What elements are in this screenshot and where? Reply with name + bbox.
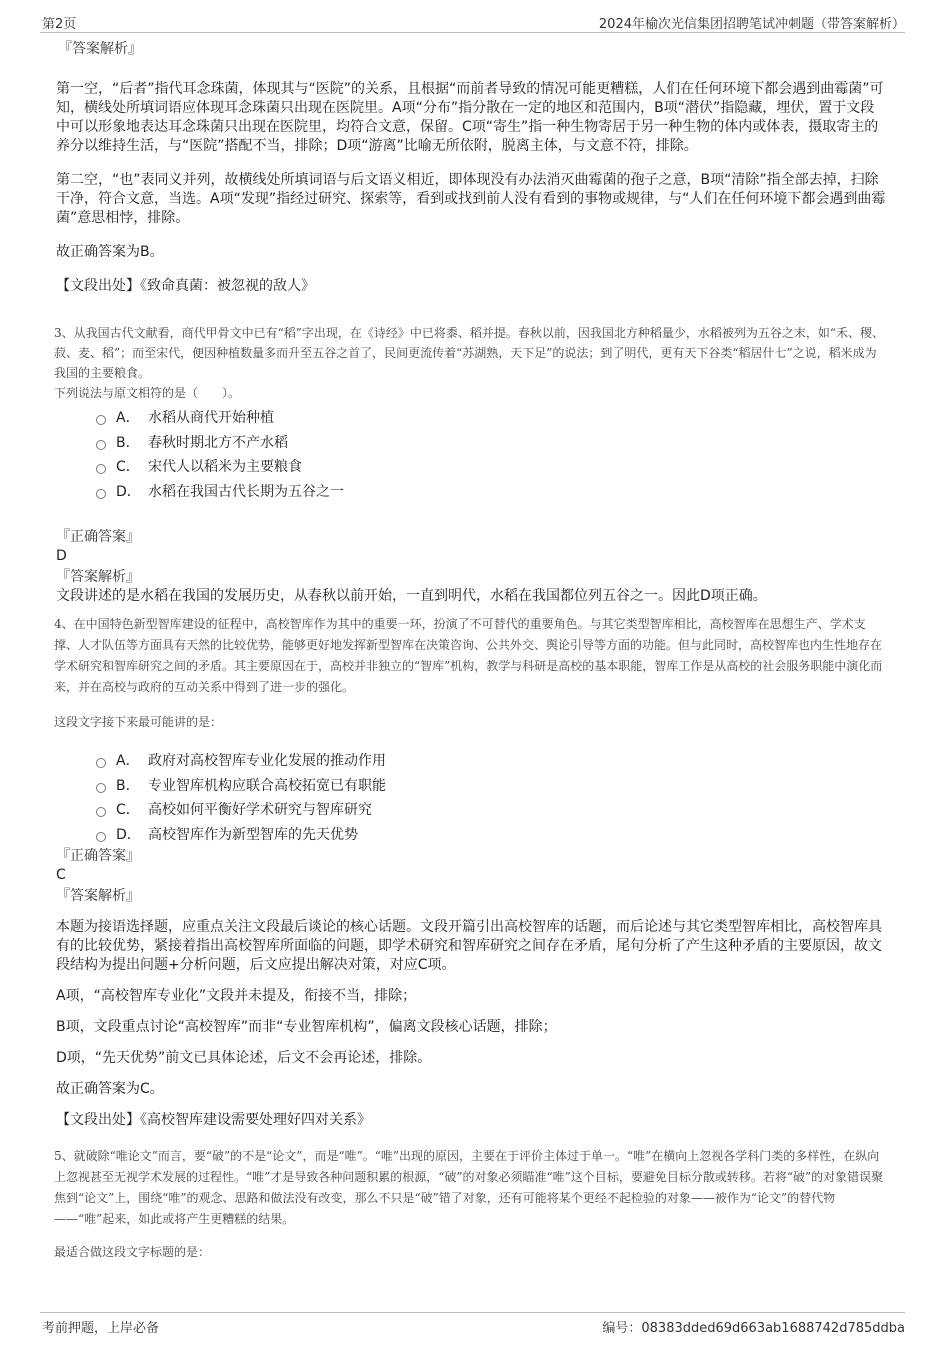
q3-options — [96, 406, 886, 504]
radio-icon[interactable] — [96, 489, 106, 499]
q5-stem: 5、就破除“唯论文”而言，要“破”的不是“论文”，而是“唯”。“唯”出现的原因，主要在于评价主体过于单一。“唯”在横向上忽视各学科门类的多样性，在纵向上忽视甚至无视学术发展的过程性。“唯”才是导致各种问题积累的根源，“破”的对象必须瞄准“唯”这个目标，要避免目标分散或转移。若将“破”的对象错误聚焦到“论文”上，围绕“唯”的观念、思路和做法没有改变，那么不只是“破”错了对象，还有可能将某个更经不起检验的对象——被作为“论文”的替代物——“唯”起来，如此或将产生更糟糕的结果。 — [54, 1149, 884, 1226]
q4-option-d[interactable]: D． 高校智库作为新型智库的先天优势 — [96, 823, 886, 848]
q2-source: 【文段出处】《致命真菌：被忽视的敌人》 — [56, 278, 315, 294]
page-header — [40, 12, 905, 33]
q2-conclusion: 故正确答案为B。 — [56, 244, 164, 260]
q3-correct-label: 『正确答案』 — [56, 529, 140, 545]
q3-option-c[interactable]: C． 宋代人以稻米为主要粮食 — [96, 455, 886, 480]
q2-analysis-para1: 第一空，“后者”指代耳念珠菌，体现其与“医院”的关系，且根据“而前者导致的情况可能更糟糕，人们在任何环境下都会遇到曲霉菌”可知，横线处所填词语应体现耳念珠菌只出现在医院里。A项“分布”指分散在一定的地区和范围内，B项“潜伏”指隐藏，埋伏，置于文段中可以形象地表达耳念珠菌只出现在医院里，均符合文意，保留。C项“寄生”指一种生物寄居于另一种生物的体内或体表，摄取寄主的养分以维持生活，与“医院”搭配不当，排除；D项“游离”比喻无所依附，脱离主体，与文意不符，排除。 — [56, 81, 884, 154]
footer-document-id: 编号：08383dded69d663ab1688742d785ddba — [602, 1321, 905, 1336]
q3-option-b[interactable]: B． 春秋时期北方不产水稻 — [96, 431, 886, 456]
radio-icon[interactable] — [96, 807, 106, 817]
q3-question: 下列说法与原文相符的是（ ）。 — [54, 386, 241, 400]
q3-analysis-label: 『答案解析』 — [56, 569, 140, 585]
q3-stem: 3、从我国古代文献看，商代甲骨文中已有“稻”字出现，在《诗经》中已将黍、稻并提。春秋以前，因我国北方种稻量少，水稻被列为五谷之末，如“禾、稷、菽、麦、稻”；而至宋代，便因种植数量多而升至五谷之首了，民间更流传着“苏湖熟，天下足”的说法；到了明代，更有天下谷类“稻居什七”之说，稻米成为我国的主要粮食。 — [54, 326, 885, 380]
q4-correct-label: 『正确答案』 — [56, 848, 140, 864]
q4-source: 【文段出处】《高校智库建设需要处理好四对关系》 — [56, 1112, 371, 1128]
q5-question: 最适合做这段文字标题的是： — [54, 1245, 211, 1259]
radio-icon[interactable] — [96, 783, 106, 793]
q4-analysis-a: A项，“高校智库专业化”文段并未提及，衔接不当，排除； — [56, 988, 417, 1004]
footer-slogan: 考前押题，上岸必备 — [42, 1321, 160, 1336]
radio-icon[interactable] — [96, 415, 106, 425]
page-footer — [40, 1312, 905, 1335]
q3-option-d[interactable]: D． 水稻在我国古代长期为五谷之一 — [96, 480, 886, 505]
radio-icon[interactable] — [96, 464, 106, 474]
radio-icon[interactable] — [96, 832, 106, 842]
q4-correct-answer: C — [56, 867, 66, 883]
page-number: 第2页 — [42, 17, 77, 32]
q4-analysis-d: D项，“先天优势”前文已具体论述，后文不会再论述，排除。 — [56, 1050, 432, 1066]
document-title: 2024年榆次光信集团招聘笔试冲刺题（带答案解析） — [598, 17, 905, 32]
q4-option-b[interactable]: B． 专业智库机构应联合高校拓宽已有职能 — [96, 774, 886, 799]
q3-option-a[interactable]: A． 水稻从商代开始种植 — [96, 406, 886, 431]
q4-option-c[interactable]: C． 高校如何平衡好学术研究与智库研究 — [96, 798, 886, 823]
radio-icon[interactable] — [96, 440, 106, 450]
q4-question: 这段文字接下来最可能讲的是： — [54, 715, 223, 729]
q4-option-a[interactable]: A． 政府对高校智库专业化发展的推动作用 — [96, 749, 886, 774]
document-body — [56, 40, 886, 1262]
q4-analysis-label: 『答案解析』 — [56, 888, 140, 904]
q3-analysis: 文段讲述的是水稻在我国的发展历史，从春秋以前开始，一直到明代，水稻在我国都位列五谷之一。因此D项正确。 — [56, 588, 767, 604]
q2-analysis-para2: 第二空，“也”表同义并列，故横线处所填词语与后文语义相近，即体现没有办法消灭曲霉菌的孢子之意，B项“清除”指全部去掉，扫除干净，符合文意，当选。A项“发现”指经过研究、探索等，看到或找到前人没有看到的事物或规律，与“人们在任何环境下都会遇到曲霉菌”意思相悖，排除。 — [56, 172, 886, 226]
q4-analysis-p1: 本题为接语选择题，应重点关注文段最后谈论的核心话题。文段开篇引出高校智库的话题，而后论述与其它类型智库相比，高校智库具有的比较优势，紧接着指出高校智库所面临的问题，即学术研究和智库研究之间存在矛盾，尾句分析了产生这种矛盾的主要原因，故文段结构为提出问题+分析问题，后文应提出解决对策，对应C项。 — [56, 919, 882, 973]
q3-correct-answer: D — [56, 548, 67, 564]
q4-conclusion: 故正确答案为C。 — [56, 1081, 164, 1097]
q4-analysis-b: B项，文段重点讨论“高校智库”而非“专业智库机构”，偏离文段核心话题，排除； — [56, 1019, 557, 1035]
radio-icon[interactable] — [96, 758, 106, 768]
q2-analysis-label: 『答案解析』 — [58, 41, 142, 57]
q4-options — [96, 749, 886, 847]
q4-stem: 4、在中国特色新型智库建设的征程中，高校智库作为其中的重要一环，扮演了不可替代的重要角色。与其它类型智库相比，高校智库在思想生产、学术支撑、人才队伍等方面具有天然的比较优势，能够更好地发挥新型智库在决策咨询、公共外交、舆论引导等方面的功能。但与此同时，高校智库也内生性地存在学术研究和智库研究之间的矛盾。其主要原因在于，高校并非独立的“智库”机构，教学与科研是高校的基本职能，智库工作是从高校的社会服务职能中演化而来，并在高校与政府的互动关系中得到了进一步的强化。 — [54, 617, 883, 694]
